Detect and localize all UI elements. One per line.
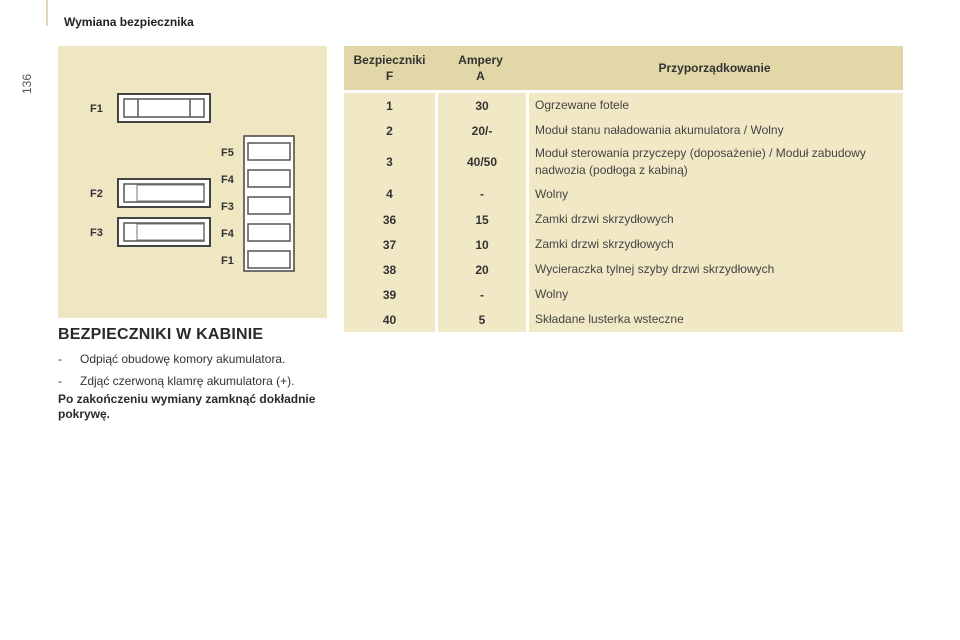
cell-amps: 5 xyxy=(438,307,526,332)
cell-fuse: 38 xyxy=(344,257,435,282)
cell-assignment: Zamki drzwi skrzydłowych xyxy=(529,207,903,232)
table-row xyxy=(344,282,903,307)
label-right-f3: F3 xyxy=(221,201,234,213)
table-row xyxy=(344,307,903,332)
label-left-f3: F3 xyxy=(90,227,103,239)
dash-marker: - xyxy=(58,352,62,366)
table-row xyxy=(344,118,903,143)
label-right-f1: F1 xyxy=(221,255,234,267)
step-text: Zdjąć czerwoną klamrę akumulatora (+). xyxy=(80,374,295,388)
list-item xyxy=(58,374,348,389)
cell-fuse: 3 xyxy=(344,143,435,181)
cell-fuse: 39 xyxy=(344,282,435,307)
table-row xyxy=(344,232,903,257)
table-header xyxy=(344,46,903,90)
closing-note: Po zakończeniu wymiany zamknąć dokładnie pokrywę. xyxy=(58,392,316,421)
fuse-f1-large xyxy=(118,94,210,122)
cell-amps: 15 xyxy=(438,207,526,232)
cell-assignment: Wycieraczka tylnej szyby drzwi skrzydłowych xyxy=(529,257,903,282)
label-left-f1: F1 xyxy=(90,103,103,115)
fuse-f3-large xyxy=(118,218,210,246)
fuse-block-small xyxy=(244,136,294,271)
fuse-diagram xyxy=(58,46,327,318)
label-right-f5: F5 xyxy=(221,147,234,159)
cell-fuse: 4 xyxy=(344,181,435,207)
header-fuse: Bezpieczniki F xyxy=(353,53,426,83)
cell-assignment: Wolny xyxy=(529,181,903,207)
section-heading: BEZPIECZNIKI W KABINIE xyxy=(58,326,264,343)
cell-assignment: Wolny xyxy=(529,282,903,307)
cell-fuse: 1 xyxy=(344,93,435,118)
cell-fuse: 36 xyxy=(344,207,435,232)
fuse-box-illustration xyxy=(58,46,327,318)
list-item xyxy=(58,352,348,367)
cell-amps: - xyxy=(438,282,526,307)
header-title: Wymiana bezpiecznika xyxy=(64,15,194,29)
steps-list xyxy=(58,352,348,396)
header-assignment: Przyporządkowanie xyxy=(658,61,771,75)
fuse-f2-large xyxy=(118,179,210,207)
table-row xyxy=(344,93,903,118)
cell-assignment: Zamki drzwi skrzydłowych xyxy=(529,232,903,257)
cell-assignment: Składane lusterka wsteczne xyxy=(529,307,903,332)
label-right-f4: F4 xyxy=(221,174,234,186)
cell-amps: 30 xyxy=(438,93,526,118)
cell-amps: 20 xyxy=(438,257,526,282)
cell-assignment: Moduł sterowania przyczepy (doposażenie) / Moduł zabudowy nadwozia (podłoga z kabiną) xyxy=(529,143,903,181)
cell-amps: - xyxy=(438,181,526,207)
cell-amps: 10 xyxy=(438,232,526,257)
cell-fuse: 2 xyxy=(344,118,435,143)
table-row xyxy=(344,143,903,181)
header-amps: Ampery A xyxy=(458,53,503,83)
table-row xyxy=(344,257,903,282)
fuse-table xyxy=(344,46,903,332)
cell-fuse: 40 xyxy=(344,307,435,332)
label-left-f2: F2 xyxy=(90,188,103,200)
cell-assignment: Ogrzewane fotele xyxy=(529,93,903,118)
table-row xyxy=(344,181,903,207)
cell-amps: 40/50 xyxy=(438,143,526,181)
page-number: 136 xyxy=(20,73,34,94)
cell-amps: 20/- xyxy=(438,118,526,143)
dash-marker: - xyxy=(58,374,62,388)
side-rule xyxy=(46,0,48,26)
step-text: Odpiąć obudowę komory akumulatora. xyxy=(80,352,286,366)
cell-assignment: Moduł stanu naładowania akumulatora / Wolny xyxy=(529,118,903,143)
label-right-f4b: F4 xyxy=(221,228,234,240)
table-row xyxy=(344,207,903,232)
cell-fuse: 37 xyxy=(344,232,435,257)
